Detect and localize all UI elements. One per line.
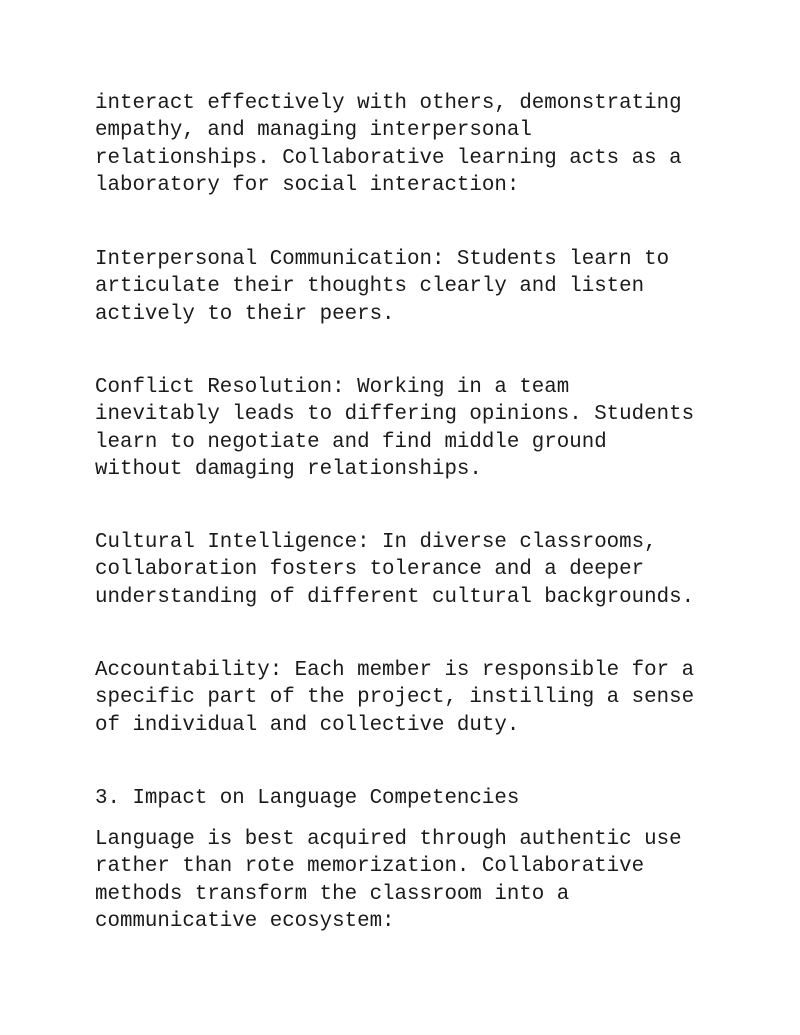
section-body-paragraph: Language is best acquired through authentic use rather than rote memorization. Collaborative methods transform the classroom into a communicative ecosystem: bbox=[95, 828, 682, 933]
intro-paragraph: interact effectively with others, demonstrating empathy, and managing interpersonal relationships. Collaborative learning acts as a laboratory for social interaction: bbox=[95, 92, 682, 197]
conflict-resolution-paragraph: Conflict Resolution: Working in a team inevitably leads to differing opinions. Students learn to negotiate and find middle ground without damaging relationships. bbox=[95, 376, 695, 481]
section-heading: 3. Impact on Language Competencies bbox=[95, 787, 520, 810]
communication-paragraph: Interpersonal Communication: Students learn to articulate their thoughts clearly and listen actively to their peers. bbox=[95, 248, 670, 326]
accountability-paragraph: Accountability: Each member is responsible for a specific part of the project, instilling a sense of individual and collective duty. bbox=[95, 659, 695, 737]
cultural-intelligence-paragraph: Cultural Intelligence: In diverse classrooms, collaboration fosters tolerance and a deeper understanding of different cultural backgrounds. bbox=[95, 531, 695, 609]
